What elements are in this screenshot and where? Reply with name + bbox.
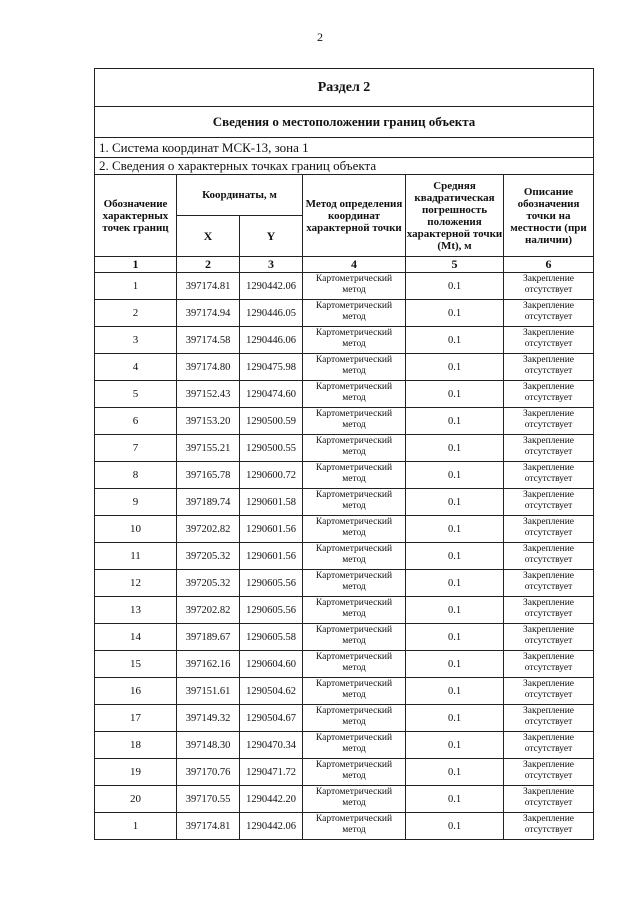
point-id-cell: 3 [95, 327, 177, 354]
method-cell: Картометрический метод [303, 381, 406, 408]
y-coordinate-cell: 1290471.72 [240, 759, 303, 786]
method-cell: Картометрический метод [303, 732, 406, 759]
method-cell: Картометрический метод [303, 516, 406, 543]
point-id-cell: 14 [95, 624, 177, 651]
column-number: 3 [240, 257, 303, 273]
y-coordinate-cell: 1290600.72 [240, 462, 303, 489]
point-id-cell: 12 [95, 570, 177, 597]
column-number: 1 [95, 257, 177, 273]
table-row [95, 408, 594, 435]
table-row [95, 300, 594, 327]
point-id-cell: 2 [95, 300, 177, 327]
description-cell: Закрепление отсутствует [504, 732, 594, 759]
description-cell: Закрепление отсутствует [504, 759, 594, 786]
error-cell: 0.1 [406, 624, 504, 651]
table-row [95, 381, 594, 408]
x-coordinate-cell: 397174.81 [177, 273, 240, 300]
point-id-cell: 11 [95, 543, 177, 570]
x-coordinate-cell: 397174.94 [177, 300, 240, 327]
x-coordinate-cell: 397202.82 [177, 597, 240, 624]
y-coordinate-cell: 1290446.05 [240, 300, 303, 327]
description-cell: Закрепление отсутствует [504, 327, 594, 354]
table-row [95, 759, 594, 786]
method-cell: Картометрический метод [303, 273, 406, 300]
error-cell: 0.1 [406, 732, 504, 759]
x-coordinate-cell: 397162.16 [177, 651, 240, 678]
point-id-cell: 8 [95, 462, 177, 489]
column-number: 6 [504, 257, 594, 273]
y-coordinate-cell: 1290605.56 [240, 597, 303, 624]
point-id-cell: 1 [95, 273, 177, 300]
method-cell: Картометрический метод [303, 759, 406, 786]
header-y: Y [240, 216, 303, 257]
method-cell: Картометрический метод [303, 408, 406, 435]
table-row [95, 273, 594, 300]
y-coordinate-cell: 1290475.98 [240, 354, 303, 381]
method-cell: Картометрический метод [303, 678, 406, 705]
y-coordinate-cell: 1290601.58 [240, 489, 303, 516]
description-cell: Закрепление отсутствует [504, 786, 594, 813]
column-number: 4 [303, 257, 406, 273]
method-cell: Картометрический метод [303, 489, 406, 516]
point-id-cell: 16 [95, 678, 177, 705]
table-row [95, 813, 594, 840]
x-coordinate-cell: 397205.32 [177, 570, 240, 597]
point-id-cell: 19 [95, 759, 177, 786]
error-cell: 0.1 [406, 570, 504, 597]
points-heading: 2. Сведения о характерных точках границ объекта [95, 158, 594, 175]
error-cell: 0.1 [406, 300, 504, 327]
point-id-cell: 4 [95, 354, 177, 381]
method-cell: Картометрический метод [303, 543, 406, 570]
y-coordinate-cell: 1290470.34 [240, 732, 303, 759]
method-cell: Картометрический метод [303, 651, 406, 678]
table-row [95, 516, 594, 543]
x-coordinate-cell: 397205.32 [177, 543, 240, 570]
description-cell: Закрепление отсутствует [504, 354, 594, 381]
x-coordinate-cell: 397149.32 [177, 705, 240, 732]
description-cell: Закрепление отсутствует [504, 570, 594, 597]
error-cell: 0.1 [406, 435, 504, 462]
error-cell: 0.1 [406, 462, 504, 489]
method-cell: Картометрический метод [303, 813, 406, 840]
x-coordinate-cell: 397148.30 [177, 732, 240, 759]
point-id-cell: 13 [95, 597, 177, 624]
description-cell: Закрепление отсутствует [504, 705, 594, 732]
method-cell: Картометрический метод [303, 354, 406, 381]
method-cell: Картометрический метод [303, 705, 406, 732]
table-row [95, 678, 594, 705]
point-id-cell: 5 [95, 381, 177, 408]
header-method: Метод определения координат характерной точки [303, 175, 406, 257]
y-coordinate-cell: 1290601.56 [240, 543, 303, 570]
description-cell: Закрепление отсутствует [504, 435, 594, 462]
x-coordinate-cell: 397202.82 [177, 516, 240, 543]
x-coordinate-cell: 397170.76 [177, 759, 240, 786]
x-coordinate-cell: 397152.43 [177, 381, 240, 408]
point-id-cell: 10 [95, 516, 177, 543]
section-subtitle: Сведения о местоположении границ объекта [95, 107, 594, 138]
x-coordinate-cell: 397151.61 [177, 678, 240, 705]
description-cell: Закрепление отсутствует [504, 273, 594, 300]
point-id-cell: 6 [95, 408, 177, 435]
error-cell: 0.1 [406, 813, 504, 840]
method-cell: Картометрический метод [303, 327, 406, 354]
error-cell: 0.1 [406, 354, 504, 381]
description-cell: Закрепление отсутствует [504, 651, 594, 678]
error-cell: 0.1 [406, 489, 504, 516]
method-cell: Картометрический метод [303, 300, 406, 327]
y-coordinate-cell: 1290605.56 [240, 570, 303, 597]
y-coordinate-cell: 1290442.20 [240, 786, 303, 813]
description-cell: Закрепление отсутствует [504, 489, 594, 516]
header-coordinates: Координаты, м [177, 175, 303, 216]
table-row [95, 705, 594, 732]
method-cell: Картометрический метод [303, 786, 406, 813]
error-cell: 0.1 [406, 651, 504, 678]
table-row [95, 543, 594, 570]
x-coordinate-cell: 397189.67 [177, 624, 240, 651]
error-cell: 0.1 [406, 327, 504, 354]
y-coordinate-cell: 1290604.60 [240, 651, 303, 678]
header-x: X [177, 216, 240, 257]
x-coordinate-cell: 397155.21 [177, 435, 240, 462]
table-row [95, 327, 594, 354]
method-cell: Картометрический метод [303, 597, 406, 624]
description-cell: Закрепление отсутствует [504, 408, 594, 435]
header-designation: Обозначение характерных точек границ [95, 175, 177, 257]
description-cell: Закрепление отсутствует [504, 597, 594, 624]
table-row [95, 651, 594, 678]
column-number: 2 [177, 257, 240, 273]
y-coordinate-cell: 1290446.06 [240, 327, 303, 354]
y-coordinate-cell: 1290500.55 [240, 435, 303, 462]
x-coordinate-cell: 397153.20 [177, 408, 240, 435]
page-number: 2 [317, 30, 323, 44]
x-coordinate-cell: 397174.58 [177, 327, 240, 354]
error-cell: 0.1 [406, 786, 504, 813]
point-id-cell: 15 [95, 651, 177, 678]
x-coordinate-cell: 397174.80 [177, 354, 240, 381]
description-cell: Закрепление отсутствует [504, 678, 594, 705]
table-row [95, 597, 594, 624]
description-cell: Закрепление отсутствует [504, 813, 594, 840]
table-row [95, 354, 594, 381]
point-id-cell: 18 [95, 732, 177, 759]
error-cell: 0.1 [406, 678, 504, 705]
x-coordinate-cell: 397170.55 [177, 786, 240, 813]
error-cell: 0.1 [406, 273, 504, 300]
description-cell: Закрепление отсутствует [504, 462, 594, 489]
table-row [95, 570, 594, 597]
point-id-cell: 1 [95, 813, 177, 840]
section-title: Раздел 2 [95, 69, 594, 107]
y-coordinate-cell: 1290500.59 [240, 408, 303, 435]
header-error: Средняя квадратическая погрешность положения характерной точки (Mt), м [406, 175, 504, 257]
x-coordinate-cell: 397165.78 [177, 462, 240, 489]
method-cell: Картометрический метод [303, 435, 406, 462]
x-coordinate-cell: 397189.74 [177, 489, 240, 516]
x-coordinate-cell: 397174.81 [177, 813, 240, 840]
y-coordinate-cell: 1290504.67 [240, 705, 303, 732]
description-cell: Закрепление отсутствует [504, 381, 594, 408]
table-row [95, 786, 594, 813]
y-coordinate-cell: 1290442.06 [240, 273, 303, 300]
method-cell: Картометрический метод [303, 624, 406, 651]
column-number: 5 [406, 257, 504, 273]
error-cell: 0.1 [406, 759, 504, 786]
coordinate-system: 1. Система координат МСК-13, зона 1 [95, 138, 594, 158]
error-cell: 0.1 [406, 543, 504, 570]
boundary-points-table [94, 68, 594, 840]
y-coordinate-cell: 1290504.62 [240, 678, 303, 705]
y-coordinate-cell: 1290442.06 [240, 813, 303, 840]
error-cell: 0.1 [406, 381, 504, 408]
table-row [95, 435, 594, 462]
header-description: Описание обозначения точки на местности (при наличии) [504, 175, 594, 257]
error-cell: 0.1 [406, 597, 504, 624]
table-row [95, 732, 594, 759]
y-coordinate-cell: 1290605.58 [240, 624, 303, 651]
point-id-cell: 20 [95, 786, 177, 813]
description-cell: Закрепление отсутствует [504, 624, 594, 651]
error-cell: 0.1 [406, 408, 504, 435]
error-cell: 0.1 [406, 516, 504, 543]
description-cell: Закрепление отсутствует [504, 543, 594, 570]
table-row [95, 624, 594, 651]
point-id-cell: 17 [95, 705, 177, 732]
error-cell: 0.1 [406, 705, 504, 732]
point-id-cell: 7 [95, 435, 177, 462]
method-cell: Картометрический метод [303, 462, 406, 489]
table-row [95, 489, 594, 516]
y-coordinate-cell: 1290601.56 [240, 516, 303, 543]
description-cell: Закрепление отсутствует [504, 516, 594, 543]
method-cell: Картометрический метод [303, 570, 406, 597]
table-row [95, 462, 594, 489]
y-coordinate-cell: 1290474.60 [240, 381, 303, 408]
point-id-cell: 9 [95, 489, 177, 516]
description-cell: Закрепление отсутствует [504, 300, 594, 327]
